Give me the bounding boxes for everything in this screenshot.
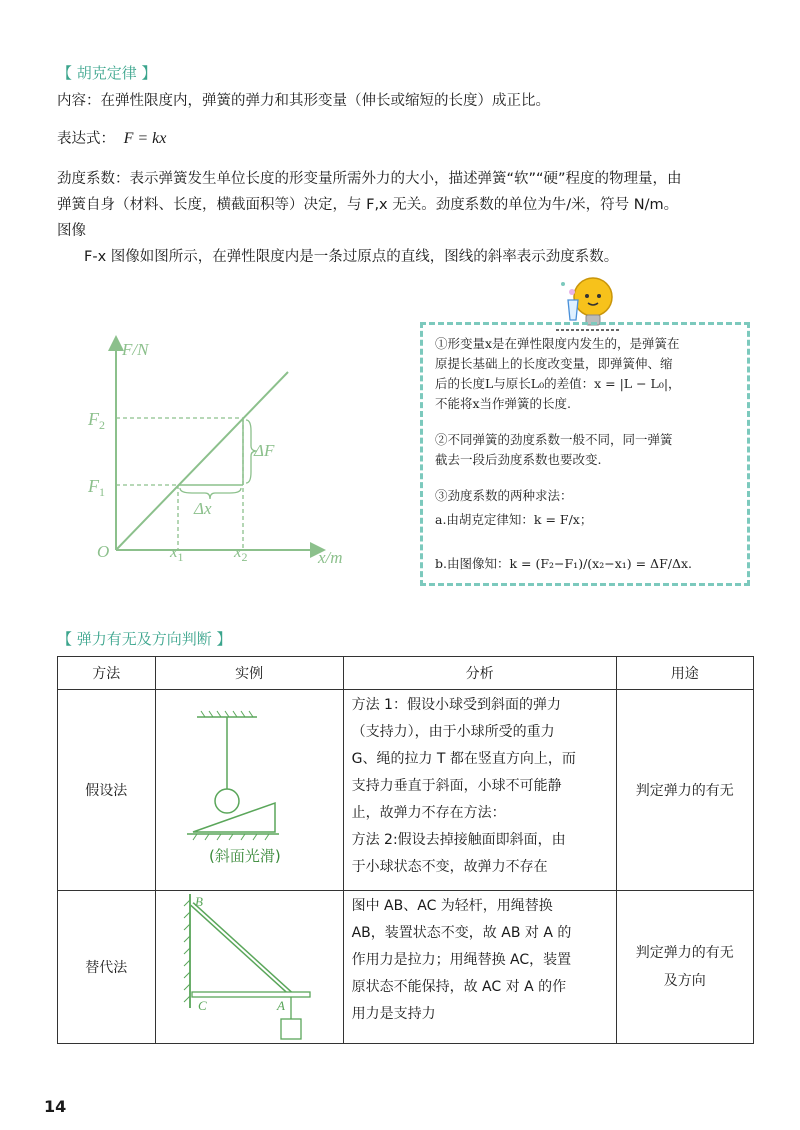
x2-letter: x	[234, 542, 242, 561]
note-line-1: ①形变量x是在弹性限度内发生的，是弹簧在	[435, 336, 680, 351]
note-line-4: 不能将x当作弹簧的长度.	[435, 396, 572, 411]
content-label: 内容：	[57, 93, 101, 109]
analysis-line: 作用力是拉力；用绳替换 AC，装置	[351, 952, 572, 968]
table-row	[58, 891, 754, 1044]
delta-f-label: ΔF	[254, 441, 275, 460]
use-line: 判定弹力的有无	[635, 945, 734, 961]
header-analysis: 分析	[343, 657, 616, 690]
rod-bracket-figure	[157, 892, 342, 1042]
example-cell	[155, 690, 343, 891]
note-line-2: 原提长基础上的长度改变量，即弹簧伸、缩	[435, 356, 673, 371]
x1-subscript: 1	[177, 550, 184, 564]
note-line-7: ③劲度系数的两种求法：	[435, 488, 573, 503]
note-line-3: 后的长度L与原长L₀的差值：x = |L − L₀|，	[435, 376, 681, 391]
analysis-line: 原状态不能保持，故 AC 对 A 的作	[351, 979, 567, 995]
f1-subscript: 1	[99, 485, 105, 499]
f1-label	[87, 476, 105, 499]
x1-letter: x	[170, 542, 178, 561]
analysis-line: （支持力），由于小球所受的重力	[351, 724, 555, 740]
note-line-9: b.由图像知：k = (F₂−F₁)/(x₂−x₁) = ΔF/Δx.	[435, 556, 693, 571]
f2-subscript: 2	[99, 418, 105, 432]
elastic-table	[57, 656, 754, 1044]
incline-ball-figure	[157, 691, 342, 889]
analysis-line: AB，装置状态不变，故 AB 对 A 的	[351, 925, 572, 941]
analysis-line: 用力是支持力	[351, 1006, 436, 1022]
delta-x-label: Δx	[194, 499, 212, 518]
x-axis-label: x/m	[318, 548, 343, 567]
note-box	[420, 322, 750, 586]
table-row	[58, 690, 754, 891]
analysis-line: 方法 1：假设小球受到斜面的弹力	[351, 697, 561, 713]
use-cell: 判定弹力的有无	[616, 690, 753, 891]
header-example: 实例	[155, 657, 343, 690]
label-b: B	[194, 894, 203, 909]
y-axis-label: F/N	[122, 340, 149, 359]
fx-graph	[80, 335, 380, 575]
section-title-elastic: 【 弹力有无及方向判断 】	[57, 630, 232, 648]
analysis-line: 支持力垂直于斜面，小球不可能静	[351, 778, 562, 794]
stiffness-line-1: 劲度系数：表示弹簧发生单位长度的形变量所需外力的大小，描述弹簧“软”“硬”程度的物理量，由	[57, 171, 682, 187]
stiffness-line-2: 弹簧自身（材料、长度，横截面积等）决定，与 F,x 无关。劲度系数的单位为牛/米，符号 N/m。	[57, 197, 679, 213]
analysis-line: 止，故弹力不存在方法：	[351, 805, 506, 821]
analysis-cell	[343, 690, 616, 891]
hooke-formula: F = kx	[123, 130, 167, 147]
label-c: C	[197, 998, 207, 1013]
x2-subscript: 2	[241, 550, 248, 564]
analysis-cell	[343, 891, 616, 1044]
image-label: 图像	[57, 223, 86, 239]
header-use: 用途	[616, 657, 753, 690]
f1-letter: F	[88, 476, 99, 496]
use-cell	[616, 891, 753, 1044]
f2-label	[87, 409, 105, 432]
label-a: A	[276, 998, 285, 1013]
method-cell: 假设法	[58, 690, 156, 891]
note-line-8: a.由胡克定律知：k = F/x；	[435, 512, 593, 527]
table-header-row	[58, 657, 754, 690]
page-number: 14	[44, 1097, 67, 1116]
section-title-hooke: 【 胡克定律 】	[57, 64, 157, 82]
x2-label	[233, 542, 248, 564]
x1-label	[169, 542, 184, 564]
content-paragraph	[57, 88, 550, 114]
header-method: 方法	[58, 657, 156, 690]
expression-label: 表达式：	[57, 131, 115, 147]
expression-line	[57, 126, 166, 152]
analysis-line: 图中 AB、AC 为轻杆，用绳替换	[351, 898, 553, 914]
graph-description: F-x 图像如图所示，在弹性限度内是一条过原点的直线，图线的斜率表示劲度系数。	[84, 249, 619, 265]
f2-letter: F	[88, 409, 99, 429]
note-line-5: ②不同弹簧的劲度系数一般不同，同一弹簧	[435, 432, 673, 447]
note-line-6: 截去一段后劲度系数也要改变.	[435, 452, 602, 467]
incline-caption: (斜面光滑)	[208, 847, 281, 865]
analysis-line: G、绳的拉力 T 都在竖直方向上，而	[351, 751, 576, 767]
use-line: 及方向	[663, 973, 706, 989]
origin-label: O	[97, 542, 110, 561]
analysis-line: 方法 2:假设去掉接触面即斜面，由	[351, 832, 566, 848]
fx-line	[116, 372, 288, 550]
example-cell	[155, 891, 343, 1044]
content-text: 在弹性限度内，弹簧的弹力和其形变量（伸长或缩短的长度）成正比。	[100, 93, 550, 109]
analysis-line: 于小球状态不变，故弹力不存在	[351, 859, 548, 875]
delta-x-bracket	[180, 488, 241, 499]
method-cell: 替代法	[58, 891, 156, 1044]
